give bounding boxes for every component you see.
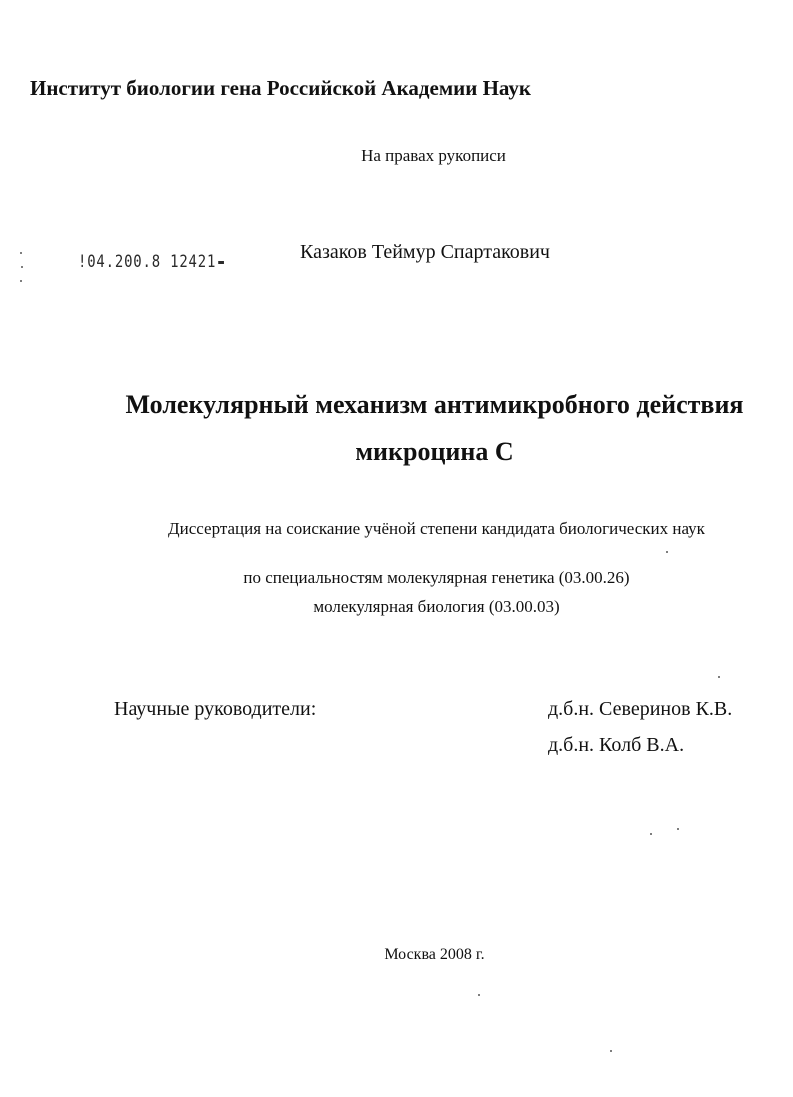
dissertation-title <box>38 381 793 475</box>
specialty <box>40 563 793 621</box>
title-line-1: Молекулярный механизм антимикробного действия <box>125 390 744 419</box>
archive-stamp <box>78 252 224 272</box>
scan-speck <box>677 828 679 830</box>
author-name: Казаков Теймур Спартакович <box>300 241 550 263</box>
scan-speck <box>20 280 22 282</box>
advisor-name: д.б.н. Северинов К.В. <box>548 698 733 720</box>
title-line-2: микроцина С <box>355 437 514 466</box>
specialty-line-1: по специальностям молекулярная генетика (03.00.26) <box>243 568 630 587</box>
advisors-label: Научные руководители: <box>114 698 317 720</box>
scan-speck <box>666 551 668 553</box>
city-year: Москва 2008 г. <box>384 946 485 963</box>
scan-speck <box>610 1050 612 1052</box>
scan-speck <box>478 994 480 996</box>
dissertation-degree: Диссертация на соискание учёной степени кандидата биологических наук <box>168 519 705 538</box>
scan-speck <box>21 266 23 268</box>
specialty-line-2: молекулярная биология (03.00.03) <box>313 597 560 616</box>
scan-speck <box>20 252 22 254</box>
manuscript-note: На правах рукописи <box>361 146 506 165</box>
stamp-dash <box>218 261 224 264</box>
institute-name: Институт биологии гена Российской Академии Наук <box>30 76 531 100</box>
scan-speck <box>650 833 652 835</box>
scan-speck <box>718 676 720 678</box>
advisor-name: д.б.н. Колб В.А. <box>548 734 685 756</box>
archive-stamp-number: !04.200.8 12421 <box>78 252 217 272</box>
